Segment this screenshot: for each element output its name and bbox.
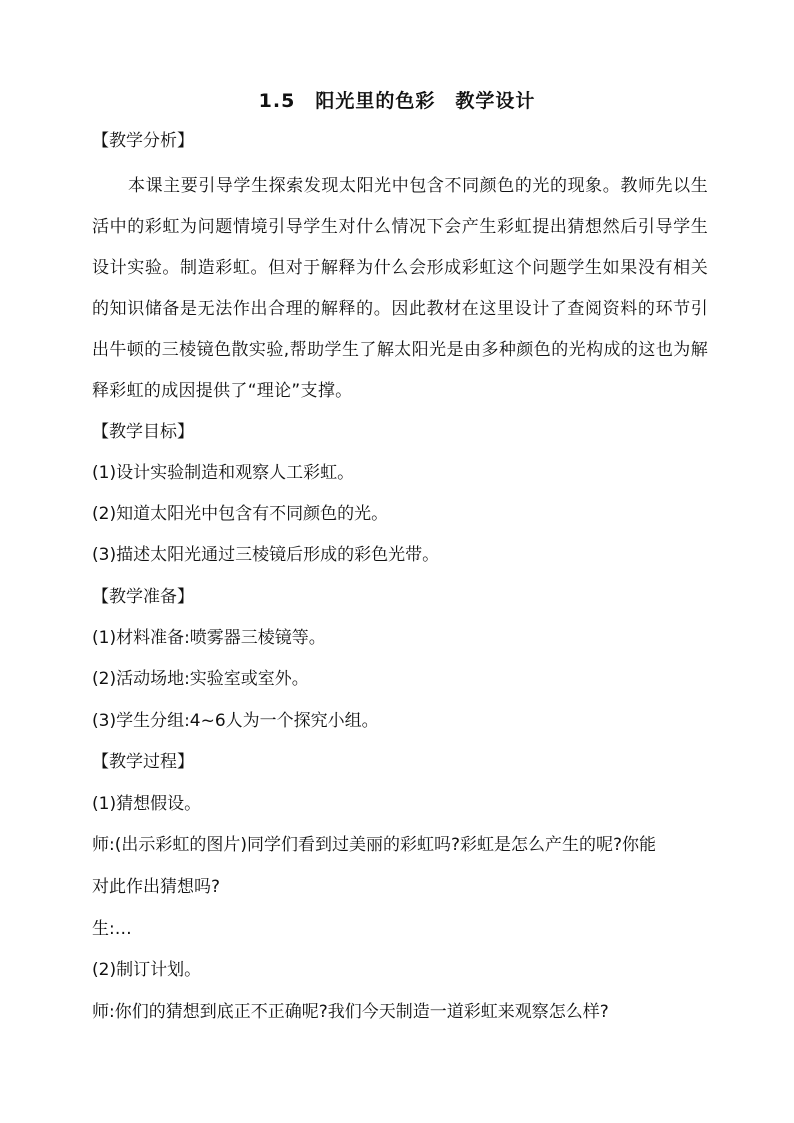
goal-item-2: (2)知道太阳光中包含有不同颜色的光。 [92, 504, 389, 524]
preparation-item-2: (2)活动场地:实验室或室外。 [92, 669, 309, 689]
process-step-1: (1)猜想假设。 [92, 794, 202, 814]
teacher-line-1b: 对此作出猜想吗? [92, 877, 221, 897]
process-step-2: (2)制订计划。 [92, 960, 202, 980]
section-heading-analysis: 【教学分析】 [92, 131, 194, 151]
title-number: 1.5 [258, 90, 296, 112]
goal-item-3: (3)描述太阳光通过三棱镜后形成的彩色光带。 [92, 545, 440, 565]
preparation-item-3: (3)学生分组:4~6人为一个探究小组。 [92, 711, 379, 731]
section-heading-process: 【教学过程】 [92, 752, 194, 772]
section-heading-preparation: 【教学准备】 [92, 587, 194, 607]
teacher-line-1a: 师:(出示彩虹的图片)同学们看到过美丽的彩虹吗?彩虹是怎么产生的呢?你能 [92, 835, 657, 855]
student-line-1: 生:… [92, 919, 132, 939]
section-heading-goals: 【教学目标】 [92, 422, 194, 442]
preparation-item-1: (1)材料准备:喷雾器三棱镜等。 [92, 628, 326, 648]
teacher-line-2: 师:你们的猜想到底正不正确呢?我们今天制造一道彩虹来观察怎么样? [92, 1002, 609, 1022]
title-topic: 阳光里的色彩 [315, 90, 436, 112]
goal-item-1: (1)设计实验制造和观察人工彩虹。 [92, 463, 355, 483]
analysis-paragraph: 本课主要引导学生探索发现太阳光中包含不同颜色的光的现象。教师先以生活中的彩虹为问题情境引导学生对什么情况下会产生彩虹提出猜想然后引导学生设计实验。制造彩虹。但对于解释为什么会形成彩虹这个问题学生如果没有相关的知识储备是无法作出合理的解释的。因此教材在这里设计了查阅资料的环节引出牛顿的三棱镜色散实验,帮助学生了解太阳光是由多种颜色的光构成的这也为解释彩虹的成因提供了“理论”支撑。 [92, 176, 708, 401]
page-title [0, 86, 794, 113]
title-suffix: 教学设计 [455, 90, 536, 112]
